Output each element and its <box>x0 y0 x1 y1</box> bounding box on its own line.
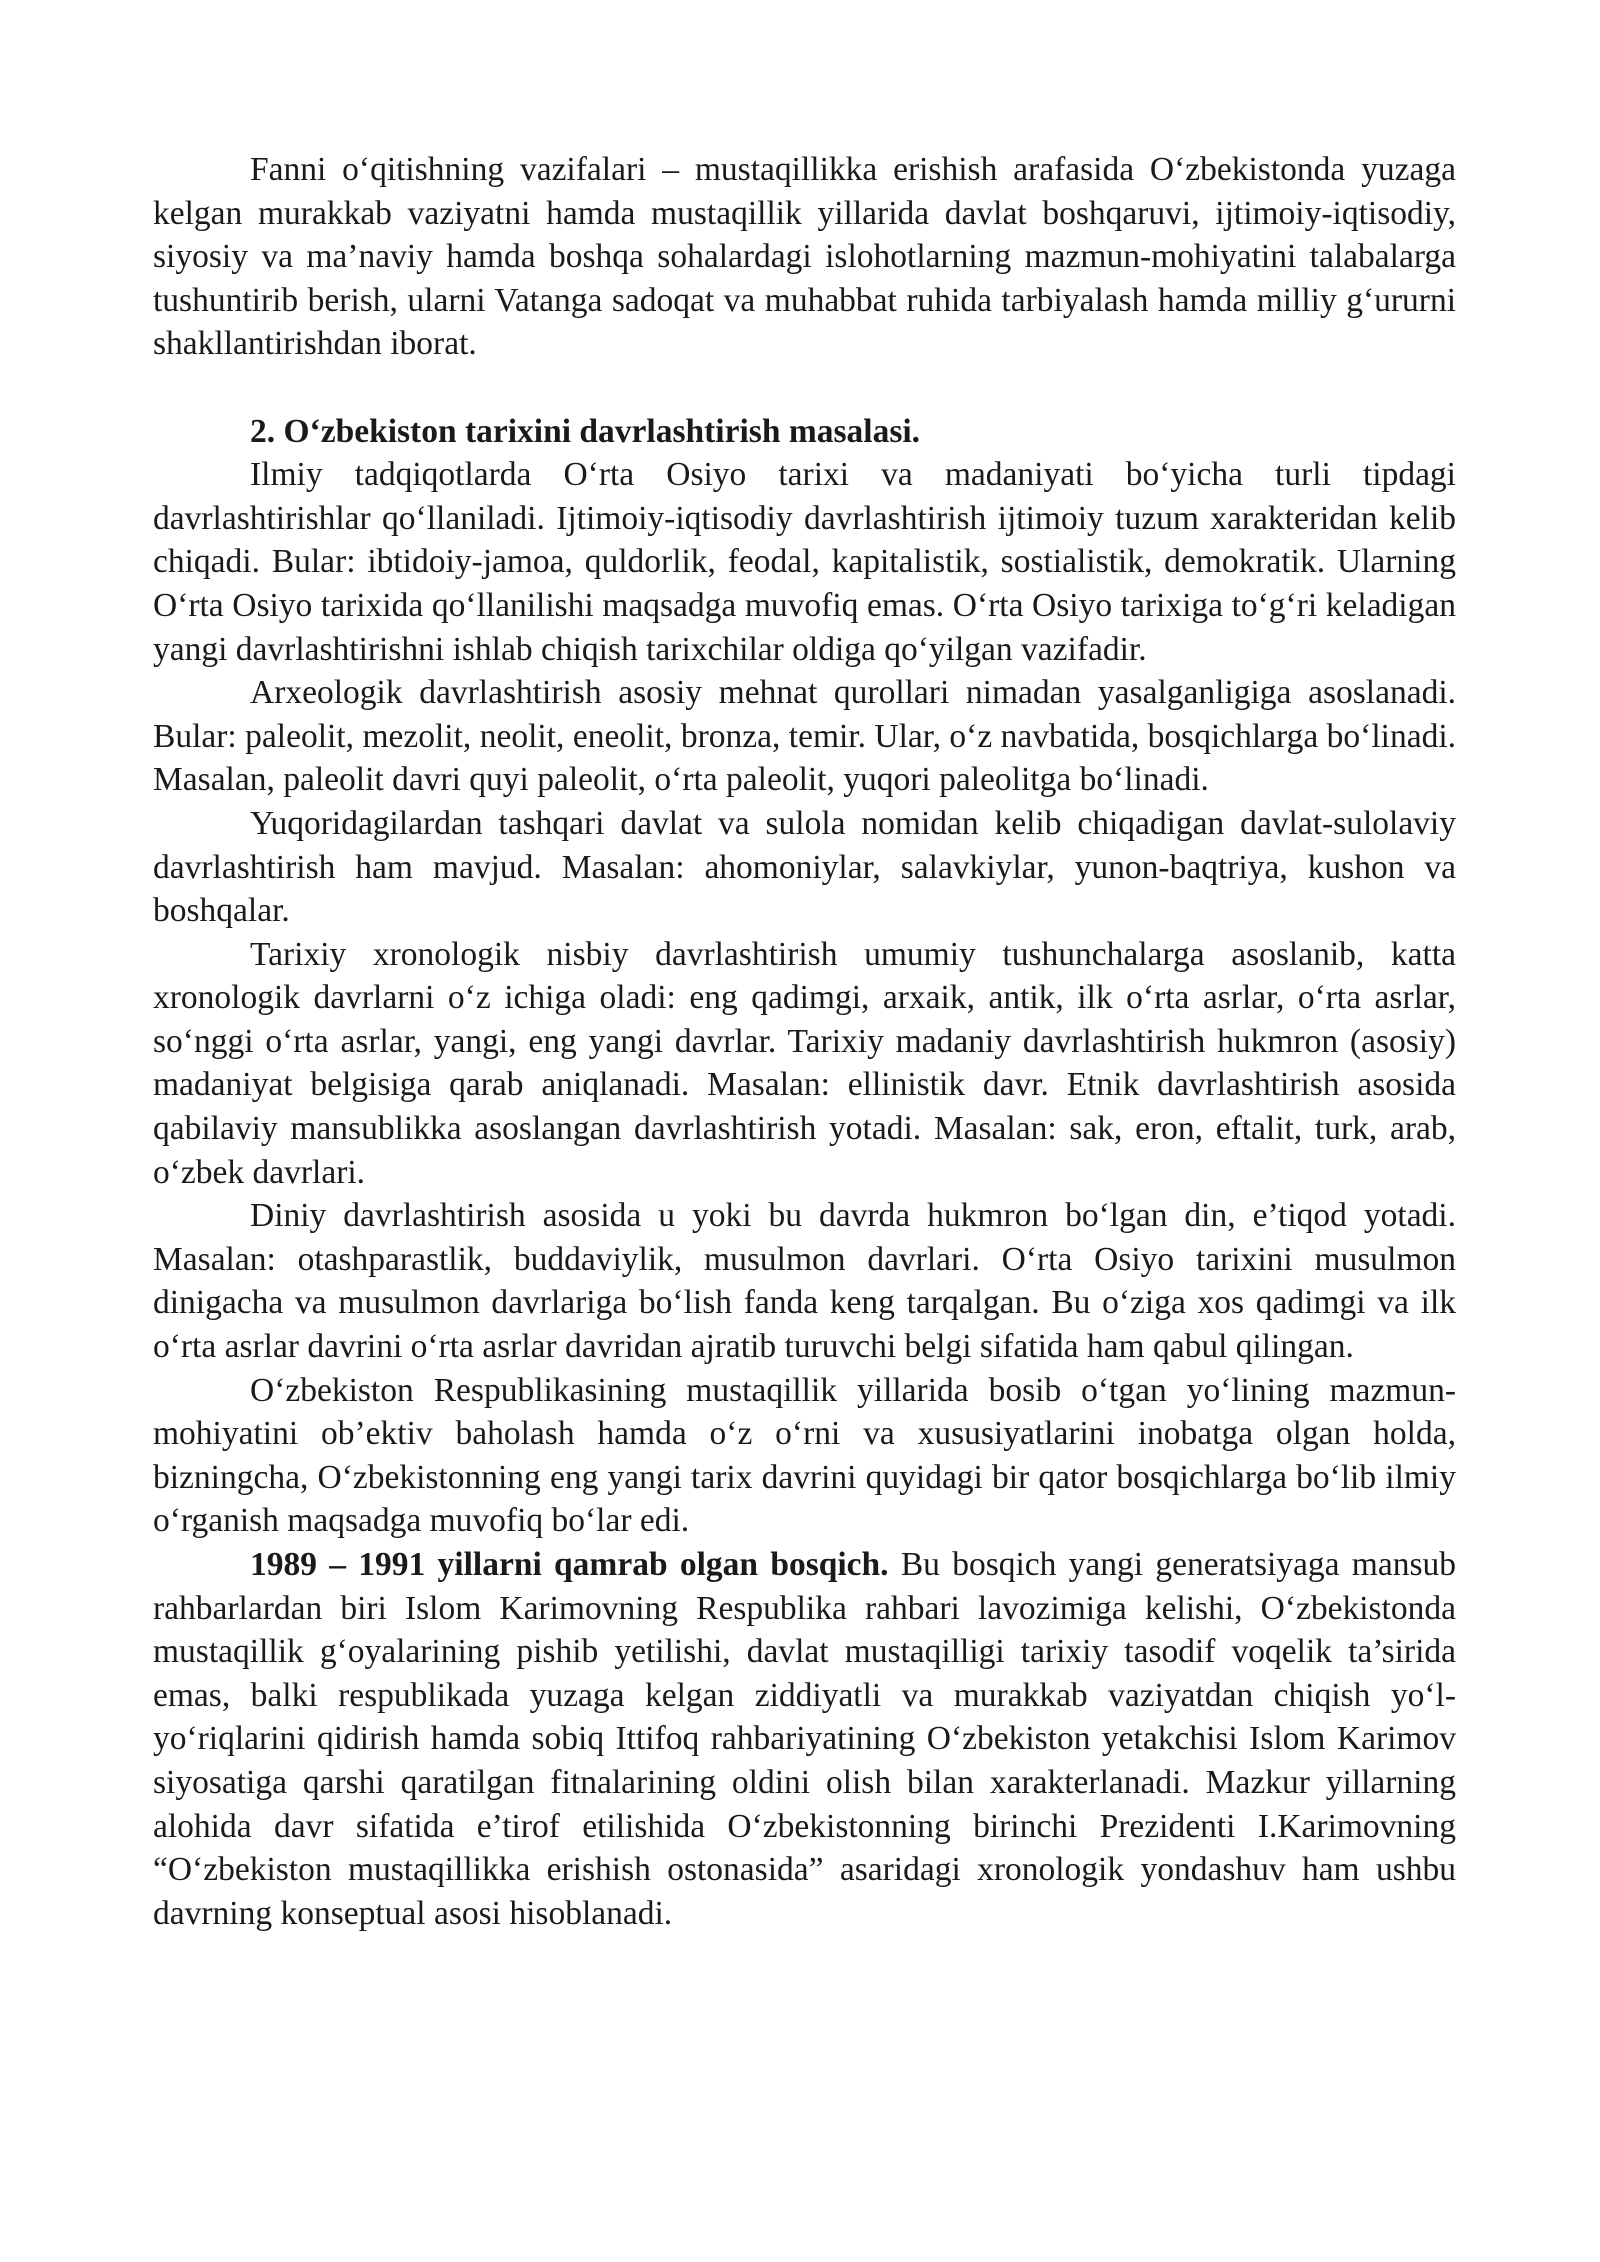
body-paragraph: Yuqoridagilardan tashqari davlat va sulola nomidan kelib chiqadigan davlat-sulolaviy davrlashtirish ham mavjud. Masalan: ahomoniylar, salavkiylar, yunon-baqtriya, kushon va boshqalar. <box>153 804 1456 930</box>
body-paragraph: Arxeologik davrlashtirish asosiy mehnat qurollari nimadan yasalganligiga asoslanadi. Bular: paleolit, mezolit, neolit, eneolit, bronza, temir. Ular, o‘z navbatida, bosqichlarga bo‘linadi. Masalan, paleolit davri quyi paleolit, o‘rta paleolit, yuqori paleolitga bo‘linadi. <box>153 674 1456 799</box>
body-paragraph: Ilmiy tadqiqotlarda O‘rta Osiyo tarixi va madaniyati bo‘yicha turli tipdagi davrlashtirishlar qo‘llaniladi. Ijtimoiy-iqtisodiy davrlashtirish ijtimoiy tuzum xarakteridan kelib chiqadi. Bular: ibtidoiy-jamoa, quldorlik, feodal, kapitalistik, sostialistik, demokratik. Ularning O‘rta Osiyo tarixida qo‘llanilishi maqsadga muvofiq emas. O‘rta Osiyo tarixiga to‘g‘ri keladigan yangi davrlashtirishni ishlab chiqish tarixchilar oldiga qo‘yilgan vazifadir. <box>153 456 1456 668</box>
body-paragraph: Tarixiy xronologik nisbiy davrlashtirish umumiy tushunchalarga asoslanib, katta xronologik davrlarni o‘z ichiga oladi: eng qadimgi, arxaik, antik, ilk o‘rta asrlar, o‘rta asrlar, so‘nggi o‘rta asrlar, yangi, eng yangi davrlar. Tarixiy madaniy davrlashtirish hukmron (asosiy) madaniyat belgisiga qarab aniqlanadi. Masalan: ellinistik davr. Etnik davrlashtirish asosida qabilaviy mansublikka asoslangan davrlashtirish yotadi. Masalan: sak, eron, eftalit, turk, arab, o‘zbek davrlari. <box>153 935 1456 1191</box>
body-paragraph: O‘zbekiston Respublikasining mustaqillik yillarida bosib o‘tgan yo‘lining mazmun-mohiyatini ob’ektiv baholash hamda o‘z o‘rni va xususiyatlarini inobatga olgan holda, bizningcha, O‘zbekistonning eng yangi tarix davrini quyidagi bir qator bosqichlarga bo‘lib ilmiy o‘rganish maqsadga muvofiq bo‘lar edi. <box>153 1371 1456 1540</box>
intro-paragraph: Fanni o‘qitishning vazifalari – mustaqillikka erishish arafasida O‘zbekistonda yuzaga kelgan murakkab vaziyatni hamda mustaqillik yillarida davlat boshqaruvi, ijtimoiy-iqtisodiy, siyosiy va ma’naviy hamda boshqa sohalardagi islohotlarning mazmun-mohiyatini talabalarga tushuntirib berish, ularni Vatanga sadoqat va muhabbat ruhida tarbiyalash hamda milliy g‘ururni shakllantirishdan iborat. <box>153 151 1456 363</box>
stage-paragraph <box>153 1543 1456 1935</box>
document-page <box>153 148 1456 1935</box>
body-paragraph: Diniy davrlashtirish asosida u yoki bu davrda hukmron bo‘lgan din, e’tiqod yotadi. Masalan: otashparastlik, buddaviylik, musulmon davrlari. O‘rta Osiyo tarixini musulmon dinigacha va musulmon davrlariga bo‘lish fanda keng tarqalgan. Bu o‘ziga xos qadimgi va ilk o‘rta asrlar davrini o‘rta asrlar davridan ajratib turuvchi belgi sifatida ham qabul qilingan. <box>153 1197 1456 1366</box>
section-heading: 2. O‘zbekiston tarixini davrlashtirish masalasi. <box>250 412 921 450</box>
stage-lead: 1989 – 1991 yillarni qamrab olgan bosqich. <box>250 1546 889 1583</box>
stage-text: Bu bosqich yangi generatsiyaga mansub rahbarlardan biri Islom Karimovning Respublika rahbari lavozimiga kelishi, O‘zbekistonda mustaqillik g‘oyalarining pishib yetilishi, davlat mustaqilligi tarixiy tasodif voqelik ta’sirida emas, balki respublikada yuzaga kelgan ziddiyatli va murakkab vaziyatdan chiqish yo‘l-yo‘riqlarini qidirish hamda sobiq Ittifoq rahbariyatining O‘zbekiston yetakchisi Islom Karimov siyosatiga qarshi qaratilgan fitnalarining oldini olish bilan xarakterlanadi. Mazkur yillarning alohida davr sifatida e’tirof etilishida O‘zbekistonning birinchi Prezidenti I.Karimovning “O‘zbekiston mustaqillikka erishish ostonasida” asaridagi xronologik yondashuv ham ushbu davrning konseptual asosi hisoblanadi. <box>153 1546 1457 1932</box>
